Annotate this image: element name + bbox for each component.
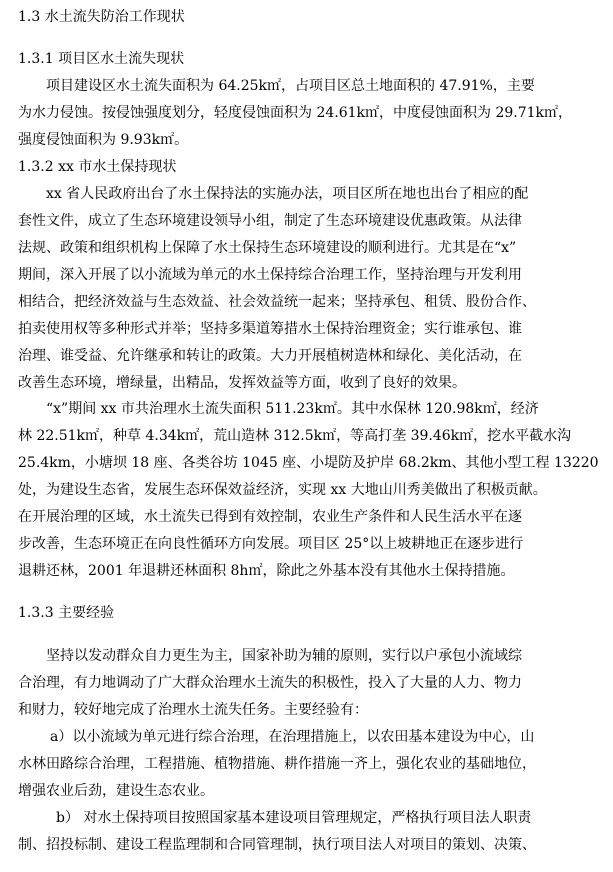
section-heading-1-3-3: 1.3.3 主要经验: [18, 605, 115, 621]
paragraph-line: 套性文件，成立了生态环境建设领导小组，制定了生态环境建设优惠政策。从法律: [18, 213, 522, 229]
paragraph-line: 项目建设区水土流失面积为 64.25k㎡，占项目区总土地面积的 47.91%，主要: [46, 78, 535, 94]
paragraph-line: 在开展治理的区域，水土流失已得到有效控制，农业生产条件和人民生活水平在逐: [18, 509, 522, 525]
paragraph-line: 坚持以发动群众自力更生为主，国家补助为辅的原则，实行以户承包小流域综: [46, 648, 522, 664]
paragraph-line: 期间，深入开展了以小流域为单元的水土保持综合治理工作，坚持治理与开发利用: [18, 267, 522, 283]
paragraph-line: 退耕还林，2001 年退耕还林面积 8h㎡，除此之外基本没有其他水土保持措施。: [18, 563, 515, 579]
paragraph-line: 处，为建设生态省，发展生态环保效益经济，实现 xx 大地山川秀美做出了积极贡献。: [18, 482, 547, 498]
paragraph-line: “x”期间 xx 市共治理水土流失面积 511.23k㎡。其中水保林 120.98k㎡，经济: [46, 401, 539, 417]
paragraph-line: 相结合，把经济效益与生态效益、社会效益统一起来；坚持承包、租赁、股份合作、: [18, 294, 536, 310]
section-heading-1-3: 1.3 水土流失防治工作现状: [18, 9, 185, 25]
paragraph-line: 法规、政策和组织机构上保障了水土保持生态环境建设的顺利进行。尤其是在“x”: [18, 240, 517, 256]
list-item-b-line: 制、招投标制、建设工程监理制和合同管理制，执行项目法人对项目的策划、决策、: [18, 837, 536, 853]
paragraph-line: 治理、谁受益、允许继承和转让的政策。大力开展植树造林和绿化、美化活动，在: [18, 348, 522, 364]
paragraph-line: 林 22.51k㎡，种草 4.34k㎡，荒山造林 312.5k㎡，等高打垄 39.46k㎡，挖水平截水沟: [18, 428, 572, 444]
paragraph-line: 改善生态环境，增绿量，出精品，发挥效益等方面，收到了良好的效果。: [18, 375, 466, 391]
paragraph-line: 为水力侵蚀。按侵蚀强度划分，轻度侵蚀面积为 24.61k㎡，中度侵蚀面积为 29.71k㎡，: [18, 105, 573, 121]
list-item-a-line: a）以小流域为单元进行综合治理，在治理措施上，以农田基本建设为中心，山: [50, 729, 535, 745]
paragraph-line: 和财力，较好地完成了治理水土流失任务。主要经验有：: [18, 702, 368, 718]
list-item-b-line: b） 对水土保持项目按照国家基本建设项目管理规定，严格执行项目法人职责: [56, 810, 532, 826]
list-item-a-line: 水林田路综合治理，工程措施、植物措施、耕作措施一齐上，强化农业的基础地位，: [18, 756, 536, 772]
section-heading-1-3-1: 1.3.1 项目区水土流失现状: [18, 51, 185, 67]
paragraph-line: 强度侵蚀面积为 9.93k㎡。: [18, 132, 189, 148]
paragraph-line: 25.4km，小塘坝 18 座、各类谷坊 1045 座、小堤防及护岸 68.2km、其他小型工程 13220: [18, 455, 599, 471]
paragraph-line: 步改善，生态环境正在向良性循环方向发展。项目区 25°以上坡耕地正在逐步进行: [18, 536, 524, 552]
section-heading-1-3-2: 1.3.2 xx 市水土保持现状: [18, 159, 177, 175]
list-item-a-line: 增强农业后劲，建设生态农业。: [18, 783, 214, 799]
paragraph-line: 合治理，有力地调动了广大群众治理水土流失的积极性，投入了大量的人力、物力: [18, 675, 522, 691]
paragraph-line: 拍卖使用权等多种形式并举；坚持多渠道筹措水土保持治理资金；实行谁承包、谁: [18, 321, 522, 337]
paragraph-line: xx 省人民政府出台了水土保持法的实施办法，项目区所在地也出台了相应的配: [46, 186, 529, 202]
